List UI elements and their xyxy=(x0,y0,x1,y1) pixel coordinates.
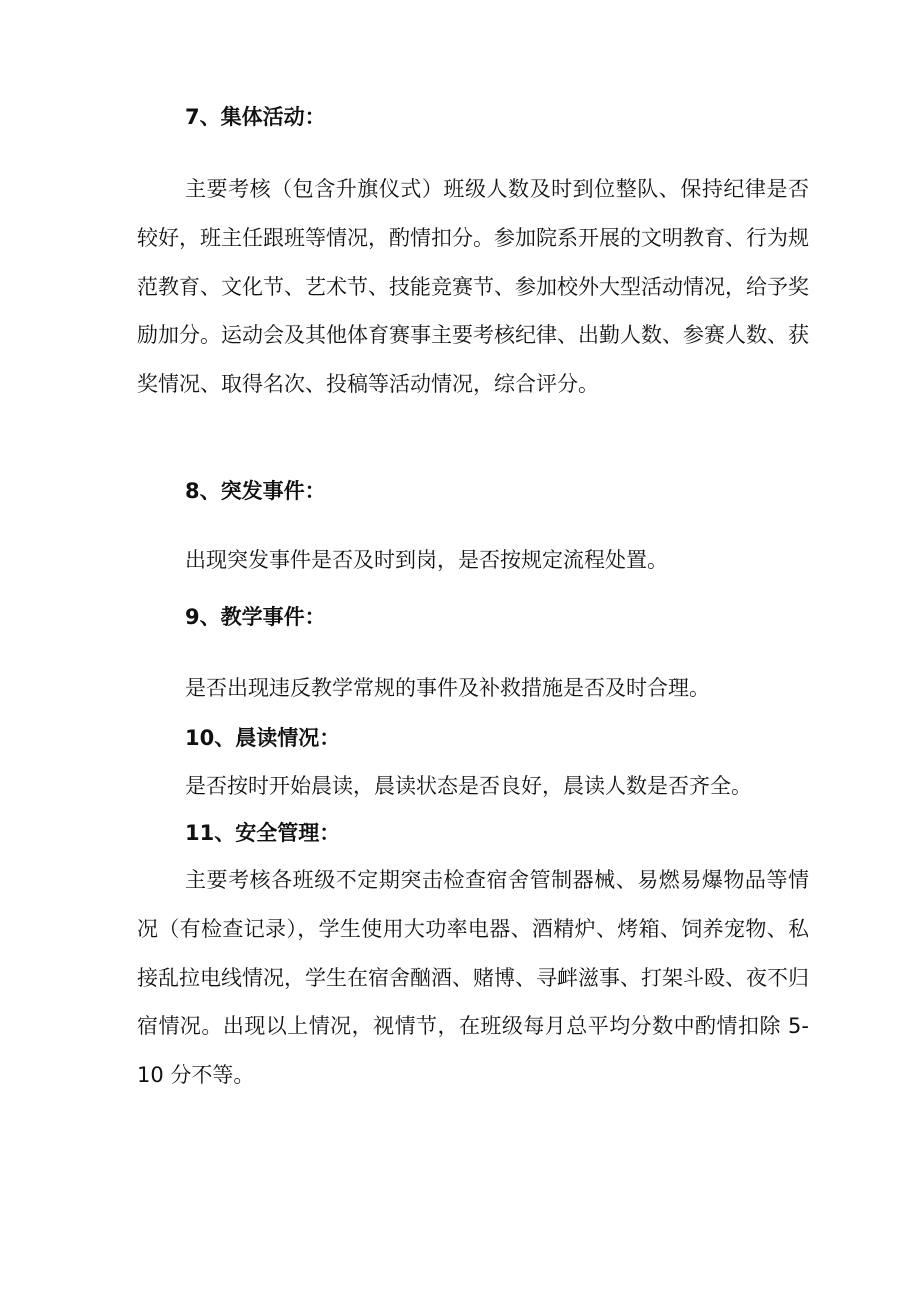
section-body-10: 是否按时开始晨读，晨读状态是否良好，晨读人数是否齐全。 xyxy=(185,774,752,798)
section-heading-7: 7、集体活动： xyxy=(185,105,326,129)
section-heading-10: 10、晨读情况： xyxy=(185,726,341,750)
section-body-9: 是否出现违反教学常规的事件及补救措施是否及时合理。 xyxy=(185,676,710,700)
section-body-7: 主要考核（包含升旗仪式）班级人数及时到位整队、保持纪律是否较好，班主任跟班等情况，酌情扣分。参加院系开展的文明教育、行为规范教育、文化节、艺术节、技能竞赛节、参加校外大型活动情况，给予奖励加分。运动会及其他体育赛事主要考核纪律、出勤人数、参赛人数、获奖情况、取得名次、投稿等活动情况，综合评分。 xyxy=(137,177,809,397)
section-heading-9: 9、教学事件： xyxy=(185,605,326,629)
section-heading-11: 11、安全管理： xyxy=(185,821,341,845)
section-body-8: 出现突发事件是否及时到岗，是否按规定流程处置。 xyxy=(185,548,668,572)
section-heading-8: 8、突发事件： xyxy=(185,479,326,503)
section-body-11: 主要考核各班级不定期突击检查宿舍管制器械、易燃易爆物品等情况（有检查记录），学生使用大功率电器、酒精炉、烤箱、饲养宠物、私接乱拉电线情况，学生在宿舍酗酒、赌博、寻衅滋事、打架斗殴、夜不归宿情况。出现以上情况，视情节，在班级每月总平均分数中酌情扣除 5-10 分不等。 xyxy=(137,868,809,1088)
